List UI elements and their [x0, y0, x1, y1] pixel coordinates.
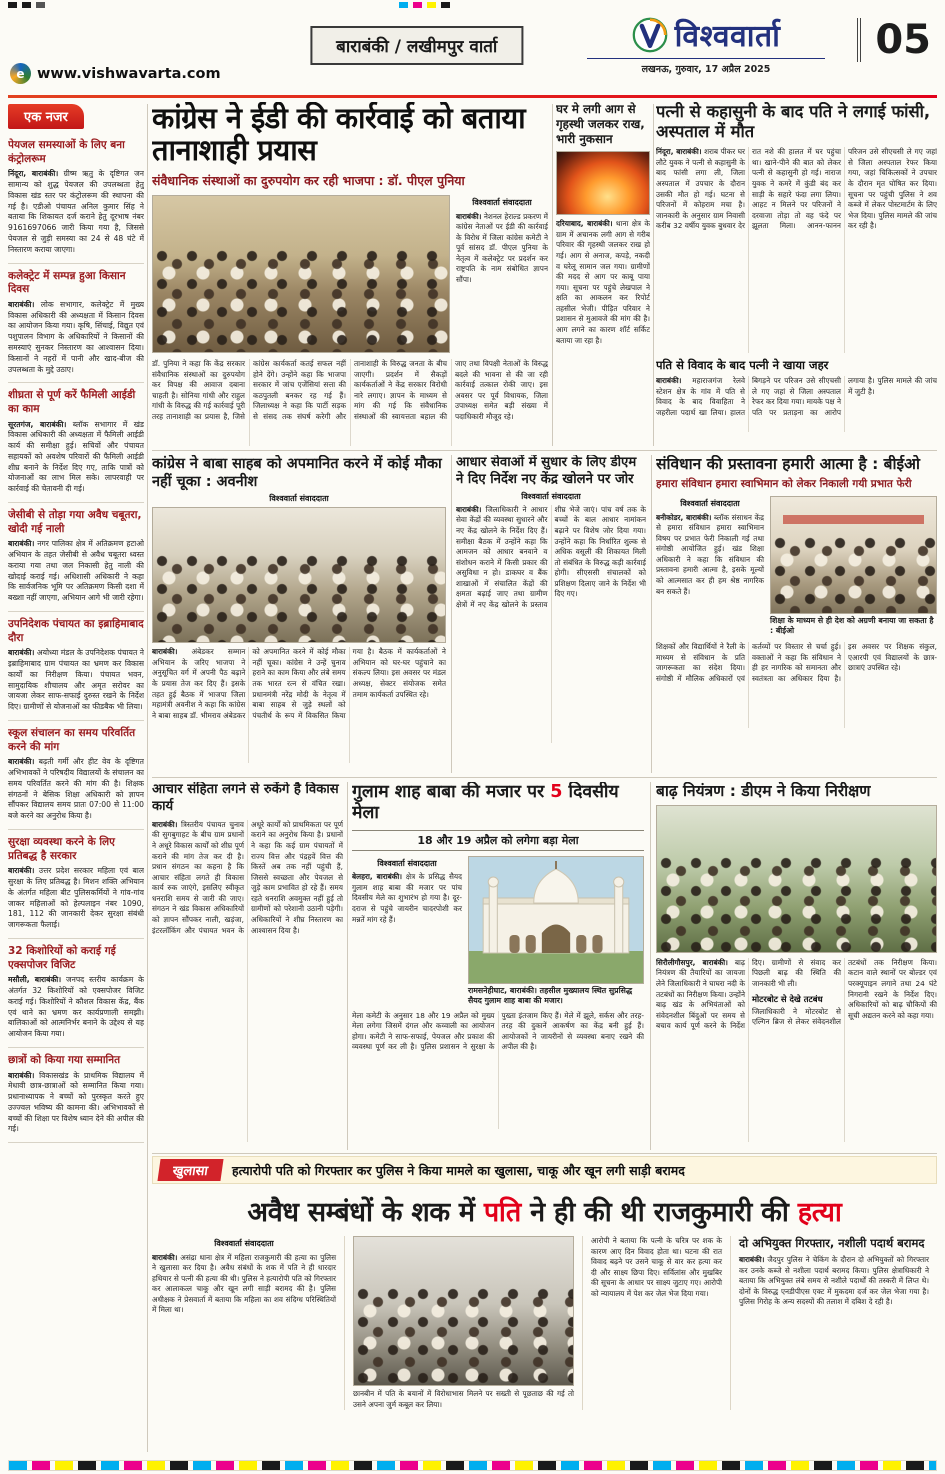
suicide-body-columns	[656, 147, 937, 353]
body-text: जैदपुर पुलिस ने चेकिंग के दौरान दो अभियुक्तों को गिरफ्तार कर उनके कब्जे से नशीला पदार्थ बरामद किया। पुलिस क्षेत्राधिकारी ने बताया कि अभियुक्त लंबे समय से नशीले पदार्थों की तस्करी में लिप्त थे। दोनों के विरुद्ध एनडीपीएस एक्ट में मुकदमा दर्ज कर जेल भेजा गया है। पुलिस गिरोह के अन्य सदस्यों की तलाश में दबिश दे रही है।	[739, 1254, 929, 1307]
dateline: बाराबंकी।	[8, 1070, 35, 1080]
body-text: नगर पालिका क्षेत्र में अतिक्रमण हटाओ अभियान के तहत जेसीबी से अवैध चबूतरा ध्वस्त कराया गया तथा जल निकासी हेतु नाली की खोदाई कराई गई। अधिशासी अधिकारी ने कहा कि सार्वजनिक भूमि पर अतिक्रमण किसी दशा में बख्शा नहीं जाएगा, अभियान आगे भी जारी रहेगा।	[8, 539, 144, 603]
headline-text: गुलाम शाह बाबा की मजार पर	[352, 782, 551, 802]
headline-text: अवैध सम्बंधों के शक में	[247, 1197, 484, 1228]
constitution-photo-row	[656, 496, 937, 637]
sidebar-news-item	[8, 264, 144, 384]
sidebar-item-heading: सुरक्षा व्यवस्था करने के लिए प्रतिबद्ध है सरकार	[8, 835, 115, 862]
khulasa-strip-headline: हत्यारोपी पति को गिरफ्तार कर पुलिस ने किया मामले का खुलासा, चाकू और खून लगी साड़ी बरामद	[231, 1162, 685, 1178]
vishwavarta-logo-icon	[632, 17, 668, 53]
sidebar-news-item	[8, 939, 144, 1048]
article-congress-ed	[152, 102, 548, 446]
body-text: मेला कमेटी के अनुसार 18 और 19 अप्रैल को मुख्य मेला लगेगा जिसमें दंगल और कव्वाली का आयोजन होगा। कमेटी ने साफ-सफाई, पेयजल और प्रकाश की व्यवस्था पूर्ण कर ली है। पुलिस प्रशासन ने सुरक्षा के पुख्ता इंतजाम किए हैं। मेले में झूले, सर्कस और तरह-तरह की दुकानें आकर्षण का केंद्र बनी हुई हैं। आयोजकों ने जायरीनों से व्यवस्था बनाए रखने की अपील की है।	[352, 1010, 644, 1052]
page-number: 05	[857, 18, 937, 62]
body-text: जिलाधिकारी ने मोटरबोट से एल्गिन ब्रिज से लेकर संवेदनशील तटबंधों तक निरीक्षण किया। कटान वाले स्थानों पर बोल्डर एवं परक्यूपाइन लगाने तथा 24 घंटे निगरानी रखने के निर्देश दिए। अधिकारियों को बाढ़ चौकियों की सूची अद्यतन करने को कहा गया।	[752, 957, 937, 1027]
dateline: बाराबंकी।	[8, 757, 35, 767]
sidebar-news-item	[8, 133, 144, 264]
sidebar-news-item	[8, 830, 144, 939]
body-text: बाढ़ नियंत्रण की तैयारियों का जायजा लेने जिलाधिकारी ने घाघरा नदी के तटबंधों का निरीक्षण किया। उन्होंने बाढ़ खंड के अभियंताओं को संवेदनशील बिंदुओं पर समय से बचाव कार्य पूर्ण करने के निर्देश दिए। ग्रामीणों से संवाद कर पिछली बाढ़ की स्थिति की जानकारी भी ली।	[656, 957, 841, 1031]
sidebar-item-body	[8, 300, 144, 375]
murder-column-1	[152, 1236, 344, 1410]
body-text: अयोध्या मंडल के उपनिदेशक पंचायत ने इब्राहिमाबाद ग्राम पंचायत का भ्रमण कर विकास कार्यों का निरीक्षण किया। पंचायत भवन, सामुदायिक शौचालय और अमृत सरोवर का जायजा लेकर साफ-सफाई दुरुस्त रखने के निर्देश दिए। ग्रामीणों से योजनाओं का फीडबैक भी लिया।	[8, 648, 144, 712]
sidebar-item-body	[8, 866, 144, 931]
body-text: क्षेत्र के प्रसिद्ध सैयद गुलाम शाह बाबा की मजार पर पांच दिवसीय मेले का शुभारंभ हो गया है। दूर-दराज से पहुंचे जायरीन चादरपोशी कर मन्नतें मांग रहे हैं।	[352, 872, 462, 924]
print-registration-strip-top	[8, 1, 937, 9]
lead-side-column	[456, 195, 548, 353]
edition-dateline: लखनऊ, गुरुवार, 17 अप्रैल 2025	[587, 58, 825, 75]
lead-body-columns	[152, 359, 548, 446]
body-text: अंबेडकर सम्मान अभियान के जरिए भाजपा ने अनुसूचित वर्ग में अपनी पैठ बढ़ाने के प्रयास तेज कर दिए हैं। इसके तहत हुई बैठक में भाजपा जिला महामंत्री अवनीश ने कहा कि कांग्रेस ने बाबा साहब डॉ. भीमराव अंबेडकर को अपमानित करने में कोई मौका नहीं चूका। कांग्रेस ने उन्हें चुनाव हराने का काम किया और लंबे समय तक भारत रत्न से वंचित रखा। प्रधानमंत्री नरेंद्र मोदी के नेतृत्व में बाबा साहब से जुड़े स्थलों को पंचतीर्थ के रूप में विकसित किया गया है। बैठक में कार्यकर्ताओं ने अभियान को घर-घर पहुंचाने का संकल्प लिया। इस अवसर पर मंडल अध्यक्ष, सेक्टर संयोजक समेत तमाम कार्यकर्ता उपस्थित रहे।	[152, 647, 446, 720]
registration-mark	[22, 2, 31, 8]
body-text: शिक्षकों और विद्यार्थियों ने रैली के माध्यम से संविधान के प्रति जागरूकता का संदेश दिया। संगोष्ठी में मौलिक अधिकारों एवं कर्तव्यों पर विस्तार से चर्चा हुई। वक्ताओं ने कहा कि संविधान ने ही हर नागरिक को समानता और स्वतंत्रता का अधिकार दिया है। इस अवसर पर शिक्षक संकुल, एआरपी एवं विद्यालयों के छात्र-छात्राएं उपस्थित रहे।	[656, 641, 937, 683]
achar-body-columns	[152, 820, 343, 1142]
dateline: सिरौलीगौसपुर, बाराबंकी।	[656, 957, 728, 967]
flood-subheadline: मोटरबोट से देखे तटबंध	[752, 993, 823, 1004]
registration-mark-black	[441, 2, 450, 8]
dateline: बाराबंकी।	[152, 819, 178, 829]
murder-column-photo	[344, 1236, 582, 1410]
dateline: सूरतगंज, बाराबंकी।	[8, 419, 67, 429]
byline: विश्ववार्ता संवाददाता	[214, 1239, 274, 1248]
dateline: बनीकोडर, बाराबंकी।	[656, 512, 712, 522]
ambedkar-body-columns	[152, 647, 446, 763]
column-divider	[552, 104, 553, 446]
dateline: बाराबंकी।	[456, 504, 482, 514]
dateline: निंदूरा, बाराबंकी।	[8, 169, 59, 179]
dateline: बेलहरा, बाराबंकी।	[352, 872, 403, 882]
body-text: डॉ. पुनिया ने कहा कि केंद्र सरकार संवैधानिक संस्थाओं का दुरुपयोग कर विपक्ष की आवाज दबाना चाहती है। सोनिया गांधी और राहुल गांधी के विरुद्ध की गई कार्रवाई पूरी तरह तानाशाही का प्रयास है, जिसे कांग्रेस कार्यकर्ता कतई सफल नहीं होने देंगे। उन्होंने कहा कि भाजपा सरकार में जांच एजेंसियां सत्ता की कठपुतली बनकर रह गई हैं। जिलाध्यक्ष ने कहा कि पार्टी सड़क से संसद तक संघर्ष करेगी और तानाशाही के विरुद्ध जनता के बीच जाएगी। प्रदर्शन में सैकड़ों कार्यकर्ताओं ने केंद्र सरकार विरोधी नारे लगाए। ज्ञापन के माध्यम से मांग की गई कि संवैधानिक संस्थाओं की स्वायत्तता बहाल की जाए तथा विपक्षी नेताओं के विरुद्ध बदले की भावना से की जा रही कार्रवाई तत्काल रोकी जाए। इस अवसर पर पूर्व विधायक, जिला उपाध्यक्ष समेत बड़ी संख्या में पदाधिकारी मौजूद रहे।	[152, 358, 548, 421]
fire-headline: घर मे लगी आग से गृहस्थी जलकर राख, भारी नुकसान	[556, 102, 645, 147]
lead-subhead: संवैधानिक संस्थाओं का दुरुपयोग कर रही भाजपा : डॉ. पीएल पुनिया	[152, 172, 465, 188]
dateline: बाराबंकी।	[8, 866, 35, 876]
flood-headline: बाढ़ नियंत्रण : डीएम ने किया निरीक्षण	[656, 782, 871, 800]
article-constitution-beo	[656, 455, 937, 773]
police-press-photo	[353, 1236, 574, 1386]
prabhat-pheri-photo	[770, 496, 937, 614]
body-text: आरोपी ने बताया कि पत्नी के चरित्र पर शक के कारण आए दिन विवाद होता था। घटना की रात विवाद बढ़ने पर उसने चाकू से वार कर हत्या कर दी और साक्ष्य छिपा दिए। सर्विलांस और मुखबिर की सूचना के आधार पर साक्ष्य जुटाए गए। आरोपी को न्यायालय में पेश कर जेल भेज दिया गया।	[591, 1236, 722, 1298]
headline-red-word: पति	[483, 1197, 521, 1228]
arrest-subheadline: दो अभियुक्त गिरफ्तार, नशीली पदार्थ बरामद	[739, 1236, 925, 1250]
sidebar-item-body	[8, 757, 144, 822]
column-divider	[347, 782, 348, 1150]
mosque-illustration	[469, 857, 643, 983]
registration-mark	[8, 2, 17, 8]
body-text: थाना क्षेत्र के ग्राम में अचानक लगी आग से गरीब परिवार की गृहस्थी जलकर राख हो गई। आग से अनाज, कपड़े, नकदी व घरेलू सामान जल गया। ग्रामीणों की मदद से आग पर काबू पाया गया। सूचना पर पहुंचे लेखपाल ने क्षति का आकलन कर रिपोर्ट तहसील भेजी। पीड़ित परिवार ने प्रशासन से मुआवजे की मांग की है। आग लगने का कारण शॉर्ट सर्किट बताया जा रहा है।	[556, 219, 650, 345]
body-text: त्रिस्तरीय पंचायत चुनाव की सुगबुगाहट के बीच ग्राम प्रधानों ने अधूरे विकास कार्यों को शीघ्र पूर्ण कराने की मांग तेज कर दी है। प्रधान संगठन का कहना है कि आचार संहिता लगते ही विकास कार्य रुक जाएंगे, इसलिए स्वीकृत धनराशि समय से जारी की जाए। संगठन ने खंड विकास अधिकारियों को ज्ञापन सौंपकर नाली, खड़ंजा, इंटरलॉकिंग और पंचायत भवन के अधूरे कार्यों को प्राथमिकता पर पूर्ण कराने का अनुरोध किया है। प्रधानों ने कहा कि कई ग्राम पंचायतों में राज्य वित्त और पंद्रहवें वित्त की किस्तें अब तक नहीं पहुंची हैं, जिससे स्वच्छता और पेयजल से जुड़े काम प्रभावित हो रहे हैं। समय रहते धनराशि अवमुक्त नहीं हुई तो ग्रामीणों को परेशानी उठानी पड़ेगी। अधिकारियों ने शीघ्र निस्तारण का आश्वासन दिया है।	[152, 819, 343, 935]
dateline: बाराबंकी।	[739, 1254, 765, 1264]
aadhaar-headline: आधार सेवाओं में सुधार के लिए डीएम ने दिए निर्देश नए केंद्र खोलने पर जोर	[456, 455, 637, 487]
sidebar-item-body	[8, 1071, 144, 1136]
dargah-photo	[468, 856, 644, 984]
column-divider	[147, 104, 148, 1452]
masthead-title: विश्ववार्ता	[674, 19, 781, 54]
constitution-left-column	[656, 496, 764, 637]
body-text: ग्रीष्म ऋतु के दृष्टिगत जन सामान्य को शुद्ध पेयजल की उपलब्धता हेतु विकास खंड स्तर पर कंट्रोलरूम की स्थापना की गई है। एडीओ पंचायत अनिल कुमार सिंह ने बताया कि शिकायत दर्ज कराने हेतु दूरभाष नंबर 9161697066 जारी किया गया है, जिससे पेयजल से जुड़ी समस्या का 24 से 48 घंटे में निस्तारण कराया जाएगा।	[8, 169, 144, 254]
header-rule	[8, 95, 937, 98]
body-text: असंद्रा थाना क्षेत्र में महिला राजकुमारी की हत्या का पुलिस ने खुलासा कर दिया है। अवैध संबंधों के शक में पति ने ही धारदार हथियार से पत्नी की हत्या की थी। पुलिस ने हत्यारोपी पति को गिरफ्तार कर आलाकत्ल चाकू और खून लगी साड़ी बरामद की है। पुलिस अधीक्षक ने प्रेसवार्ता में बताया कि महिला का शव संदिग्ध परिस्थितियों में मिला था।	[152, 1252, 337, 1315]
photo-caption: रामसनेहीघाट, बाराबंकी। तहसील मुख्यालय स्थित सुप्रसिद्ध सैयद गुलाम शाह बाबा की मजार।	[468, 985, 633, 1006]
article-flood-inspection	[656, 782, 937, 1150]
row-divider	[152, 777, 937, 778]
body-text: बढ़ती गर्मी और हीट वेव के दृष्टिगत अभिभावकों ने परिषदीय विद्यालयों के संचालन का समय परिवर्तित करने की मांग की है। शिक्षक संगठनों ने बेसिक शिक्षा अधिकारी को ज्ञापन सौंपकर विद्यालय समय प्रातः 07:00 से 11:00 बजे करने का अनुरोध किया है।	[8, 757, 144, 821]
dateline: बाराबंकी।	[8, 648, 35, 658]
lead-headline: कांग्रेस ने ईडी की कार्रवाई को बताया तानाशाही प्रयास	[152, 102, 526, 168]
body-text: उत्तर प्रदेश सरकार महिला एवं बाल सुरक्षा के लिए प्रतिबद्ध है। मिशन शक्ति अभियान के अंतर्गत महिला बीट पुलिसकर्मियों ने गांव-गांव जाकर महिलाओं को हेल्पलाइन नंबर 1090, 181, 112 की जानकारी देकर सुरक्षा संबंधी जागरूकता फैलाई।	[8, 866, 144, 930]
row-divider	[152, 1153, 937, 1154]
article-gulam-shah-mela	[352, 782, 644, 1150]
headline-number-red: 5	[550, 782, 563, 802]
dateline: बाराबंकी।	[656, 376, 682, 386]
registration-mark	[36, 2, 45, 8]
lead-photo-row	[152, 195, 548, 353]
body-text: शराब पीकर घर लौटे युवक ने पत्नी से कहासुनी के बाद फांसी लगा ली, जिला अस्पताल में उपचार के दौरान उसकी मौत हो गई। घटना से परिजनों में कोहराम मचा है। जानकारी के अनुसार ग्राम निवासी करीब 32 वर्षीय युवक बुधवार देर रात नशे की हालत में घर पहुंचा था। खाने-पीने की बात को लेकर पत्नी से कहासुनी हो गई। नाराज युवक ने कमरे में कुंडी बंद कर साड़ी के सहारे फंदा लगा लिया। आहट न मिलने पर परिजनों ने दरवाजा तोड़ा तो वह फंदे पर झूलता मिला। आनन-फानन परिजन उसे सीएचसी ले गए जहां से जिला अस्पताल रेफर किया गया, जहां चिकित्सकों ने उपचार के दौरान मृत घोषित कर दिया। सूचना पर पहुंची पुलिस ने शव कब्जे में लेकर पोस्टमार्टम के लिए भेज दिया। पुलिस मामले की जांच कर रही है।	[656, 147, 937, 231]
mela-photo-wrap	[468, 856, 644, 1007]
suicide-headline: पत्नी से कहासुनी के बाद पति ने लगाई फांसी, अस्पताल में मौत	[656, 102, 931, 142]
aadhaar-body-columns	[456, 505, 646, 743]
article-aadhaar-dm	[456, 455, 646, 773]
article-ambedkar-bjp	[152, 455, 446, 773]
constitution-subhead: हमारा संविधान हमारा स्वाभिमान को लेकर निकाली गयी प्रभात फेरी	[656, 477, 912, 490]
dateline: बाराबंकी।	[152, 1252, 178, 1262]
sidebar-item-heading: स्कूल संचालन का समय परिवर्तित करने की मांग	[8, 726, 136, 753]
byline: विश्ववार्ता संवाददाता	[472, 197, 532, 207]
khulasa-kicker-badge: खुलासा	[157, 1159, 223, 1181]
section-title: बाराबंकी / लखीमपुर वार्ता	[336, 37, 498, 57]
headline-text: ने ही की थी राजकुमारी की	[520, 1197, 798, 1228]
dateline: निंदूरा, बाराबंकी।	[656, 147, 702, 157]
sidebar-item-heading: उपनिदेशक पंचायत का इब्राहिमाबाद दौरा	[8, 618, 144, 644]
body-text: ब्लॉक सभागार में खंड विकास अधिकारी की अध्यक्षता में फैमिली आईडी कार्य की समीक्षा हुई। सचिवों और पंचायत सहायकों को अवशेष परिवारों की फैमिली आईडी शीघ्र बनाने के निर्देश दिए गए, ताकि पात्रों को योजनाओं का लाभ मिल सके। लापरवाही पर कार्रवाई की चेतावनी दी गई।	[8, 419, 144, 494]
constitution-headline: संविधान की प्रस्तावना हमारी आत्मा है : बीईओ	[656, 455, 920, 473]
row-divider	[152, 450, 937, 451]
sidebar-news-item	[8, 503, 144, 612]
sidebar-news-item	[8, 612, 144, 721]
sidebar-title-badge: एक नजर	[8, 104, 84, 129]
article-achar-sanhita	[152, 782, 343, 1150]
article-murder-khulasa	[152, 1156, 937, 1454]
website-url[interactable]: www.vishwavarta.com	[37, 65, 221, 82]
mela-photo-row	[352, 856, 644, 1007]
photo-caption: शिक्षा के माध्यम से ही देश को अग्रणी बनाया जा सकता है : बीईओ	[770, 615, 934, 636]
registration-mark-yellow	[427, 2, 436, 8]
registration-mark-cyan	[399, 2, 408, 8]
dateline: बाराबंकी।	[456, 211, 482, 221]
constitution-body-columns	[656, 642, 937, 728]
byline: विश्ववार्ता संवाददाता	[521, 491, 581, 501]
sidebar-news-item	[8, 721, 144, 830]
sidebar-item-body	[8, 539, 144, 604]
column-divider	[650, 782, 651, 1150]
sidebar-item-heading: छात्रों को किया गया सम्मानित	[8, 1053, 121, 1066]
column-divider	[451, 455, 452, 773]
body-text: लोक सभागार, कलेक्ट्रेट में मुख्य विकास अधिकारी की अध्यक्षता में किसान दिवस का आयोजन किया गया। कृषि, सिंचाई, विद्युत एवं पशुपालन विभाग के अधिकारियों ने किसानों की समस्याएं सुनकर निस्तारण का आश्वासन दिया। किसानों ने नहरों में पानी और खाद-बीज की उपलब्धता के मुद्दे उठाए।	[8, 299, 144, 374]
dateline: दरियाबाद, बाराबंकी।	[556, 219, 613, 229]
article-house-fire	[556, 102, 650, 446]
sidebar-item-body	[8, 975, 144, 1040]
masthead	[587, 14, 825, 75]
flood-body-columns	[656, 958, 937, 1142]
mela-body-columns	[352, 1011, 644, 1129]
print-registration-strip-bottom	[8, 1460, 937, 1471]
dateline: बाराबंकी।	[152, 647, 178, 657]
byline: विश्ववार्ता संवाददाता	[269, 494, 329, 504]
mela-headline	[352, 782, 644, 825]
body-text: जनपद स्तरीय कार्यक्रम के अंतर्गत 32 किशोरियों को एक्सपोजर विजिट कराई गई। किशोरियों ने कौशल विकास केंद्र, बैंक एवं थाने का भ्रमण कर कार्यप्रणाली समझी। बालिकाओं को आत्मनिर्भर बनाने के उद्देश्य से यह आयोजन किया गया।	[8, 975, 144, 1039]
sidebar-item-body	[8, 169, 144, 255]
ek-najar-sidebar	[8, 104, 144, 1454]
dateline: बाराबंकी।	[8, 539, 35, 549]
constitution-photo-wrap	[770, 496, 937, 637]
sidebar-item-heading: कलेक्ट्रेट में सम्पन्न हुआ किसान दिवस	[8, 269, 126, 296]
page-header	[8, 10, 937, 92]
sidebar-item-heading: 32 किशोरियों को कराई गई एक्सपोजर विजिट	[8, 944, 116, 971]
article-husband-suicide	[656, 102, 937, 446]
body-text: नेशनल हेराल्ड प्रकरण में कांग्रेस नेताओं पर ईडी की कार्रवाई के विरोध में जिला कांग्रेस कमेटी ने पूर्व सांसद डॉ. पीएल पुनिया के नेतृत्व में कलेक्ट्रेट पर प्रदर्शन कर राष्ट्रपति के नाम संबोधित ज्ञापन सौंपा।	[456, 211, 548, 284]
column-divider	[653, 104, 654, 446]
dateline: मसौली, बाराबंकी।	[8, 975, 62, 985]
headline-text: दिवसीय मेला	[352, 782, 619, 824]
registration-mark-magenta	[413, 2, 422, 8]
column-divider	[651, 455, 652, 773]
body-text: विकासखंड के प्राथमिक विद्यालय में मेधावी छात्र-छात्राओं को सम्मानित किया गया। प्रधानाध्यापक ने बच्चों को पुरस्कृत करते हुए उज्ज्वल भविष्य की कामना की। अभिभावकों से बच्चों की शिक्षा पर विशेष ध्यान देने की अपील की गई।	[8, 1070, 144, 1134]
fire-body	[556, 219, 650, 346]
byline: विश्ववार्ता संवाददाता	[680, 498, 740, 508]
congress-protest-photo	[152, 195, 450, 353]
bjp-meeting-photo	[152, 507, 446, 643]
sidebar-item-body	[8, 648, 144, 713]
body-text: महाराजगंज रेलवे स्टेशन क्षेत्र के गांव में पति से विवाद के बाद विवाहिता ने जहरीला पदार्थ खा लिया। हालत बिगड़ने पर परिजन उसे सीएचसी ले गए जहां से जिला अस्पताल रेफर कर दिया गया। मायके पक्ष ने पति पर प्रताड़ना का आरोप लगाया है। पुलिस मामले की जांच में जुटी है।	[656, 376, 937, 417]
sidebar-item-heading: पेयजल समस्याओं के लिए बना कंट्रोलरूम	[8, 139, 125, 165]
sidebar-item-heading: जेसीबी से तोड़ा गया अवैध चबूतरा, खोदी गई नाली	[8, 509, 142, 535]
poison-subheadline: पति से विवाद के बाद पत्नी ने खाया जहर	[656, 358, 829, 373]
murder-column-4	[730, 1236, 937, 1410]
murder-columns	[152, 1236, 937, 1410]
sidebar-news-item	[8, 1048, 144, 1143]
sidebar-news-item	[8, 383, 144, 503]
body-text: ब्लॉक संसाधन केंद्र से हमारा संविधान हमारा स्वाभिमान विषय पर प्रभात फेरी निकाली गई तथा संगोष्ठी आयोजित हुई। खंड शिक्षा अधिकारी ने कहा कि संविधान की प्रस्तावना हमारी आत्मा है, इसके मूल्यों को आत्मसात कर ही हम श्रेष्ठ नागरिक बन सकते हैं।	[656, 512, 764, 596]
sidebar-item-heading: शीघ्रता से पूर्ण करें फैमिली आईडी का काम	[8, 389, 136, 415]
masthead-row	[587, 14, 825, 55]
headline-red-word: हत्या	[797, 1197, 842, 1228]
dateline: बाराबंकी।	[8, 299, 35, 309]
website-link[interactable]	[10, 63, 221, 84]
khulasa-strip	[152, 1156, 937, 1184]
fire-photo	[556, 151, 650, 215]
body-text: जिलाधिकारी ने आधार सेवा केंद्रों की व्यवस्था सुधारने और नए केंद्र खोलने के निर्देश दिए हैं। समीक्षा बैठक में उन्होंने कहा कि आमजन को आधार बनवाने व संशोधन कराने में किसी प्रकार की असुविधा न हो। डाकघर व बैंक शाखाओं में संचालित केंद्रों की क्षमता बढ़ाई जाए तथा ग्रामीण क्षेत्रों में नए केंद्र खोलने के प्रस्ताव शीघ्र भेजे जाएं। पांच वर्ष तक के बच्चों के बाल आधार नामांकन बढ़ाने पर विशेष जोर दिया गया। उन्होंने कहा कि निर्धारित शुल्क से अधिक वसूली की शिकायत मिली तो संबंधित के विरुद्ध कड़ी कार्रवाई होगी। सीएससी संचालकों को प्रशिक्षण दिलाए जाने के निर्देश भी दिए गए।	[456, 504, 646, 609]
achar-headline: आचार संहिता लगने से रुकेंगे है विकास कार्य	[152, 782, 339, 814]
mela-date-strip: 18 और 19 अप्रैल को लगेगा बड़ा मेला	[352, 830, 644, 851]
murder-column-3	[582, 1236, 730, 1410]
sidebar-item-body	[8, 420, 144, 495]
poison-body-columns	[656, 376, 937, 432]
body-text: छानबीन में पति के बयानों में विरोधाभास मिलने पर सख्ती से पूछताछ की गई तो उसने अपना जुर्म कबूल कर लिया।	[353, 1389, 574, 1409]
section-title-box	[310, 26, 523, 65]
flood-inspection-photo	[656, 805, 937, 953]
globe-e-icon: e	[10, 63, 31, 84]
mela-left-column	[352, 856, 462, 1007]
murder-headline	[152, 1192, 937, 1229]
byline: विश्ववार्ता संवाददाता	[377, 858, 437, 868]
ambedkar-headline: कांग्रेस ने बाबा साहब को अपमानित करने में कोई मौका नहीं चूका : अवनीश	[152, 456, 442, 491]
